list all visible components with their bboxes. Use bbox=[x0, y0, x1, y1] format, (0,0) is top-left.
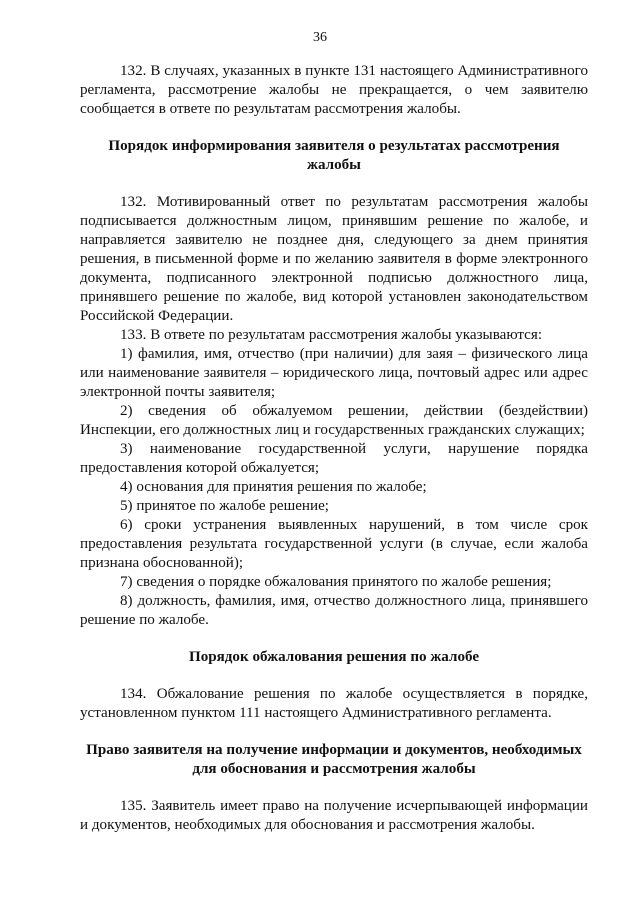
paragraph-132-response: 132. Мотивированный ответ по результатам рассмотрения жалобы подписывается должностным лицом, принявшим решение по жалобе, и направляется заявителю не позднее дня, следующего за днем принятия решения, в письменной форме и по желанию заявителя в форме электронного документа, подписанного электронной подписью должностного лица, принявшего решение по жалобе, вид которой установлен законодательством Российской Федерации. bbox=[80, 194, 588, 324]
list-item-133-1: 1) фамилия, имя, отчество (при наличии) для заяя – физического лица или наименование заявителя – юридического лица, почтовый адрес или адрес электронной почты заявителя; bbox=[80, 346, 588, 400]
list-item-133-6: 6) сроки устранения выявленных нарушений, в том числе срок предоставления результата государственной услуги (в случае, если жалоба признана обоснованной); bbox=[80, 517, 588, 571]
list-item-133-4: 4) основания для принятия решения по жалобе; bbox=[120, 479, 427, 495]
list-item-133-5: 5) принятое по жалобе решение; bbox=[120, 498, 329, 514]
paragraph-135: 135. Заявитель имеет право на получение исчерпывающей информации и документов, необходимых для обоснования и рассмотрения жалобы. bbox=[80, 798, 588, 833]
list-item-133-3: 3) наименование государственной услуги, нарушение порядка предоставления которой обжалуется; bbox=[80, 441, 588, 476]
paragraph-134: 134. Обжалование решения по жалобе осуществляется в порядке, установленном пунктом 111 настоящего Административного регламента. bbox=[80, 686, 588, 721]
list-item-133-2: 2) сведения об обжалуемом решении, действии (бездействии) Инспекции, его должностных лиц и государственных гражданских служащих; bbox=[80, 403, 588, 438]
list-item-133-8: 8) должность, фамилия, имя, отчество должностного лица, принявшего решение по жалобе. bbox=[80, 593, 588, 628]
list-item-133-7: 7) сведения о порядке обжалования принятого по жалобе решения; bbox=[120, 574, 552, 590]
page-body bbox=[80, 62, 588, 835]
section-heading-informing: Порядок информирования заявителя о результатах рассмотрения жалобы bbox=[108, 138, 560, 173]
paragraph-132-continuation: 132. В случаях, указанных в пункте 131 настоящего Административного регламента, рассмотрение жалобы не прекращается, о чем заявителю сообщается в ответе по результатам рассмотрения жалобы. bbox=[80, 63, 588, 117]
section-heading-right-to-information: Право заявителя на получение информации и документов, необходимых для обоснования и рассмотрения жалобы bbox=[86, 742, 582, 777]
section-heading-appeal: Порядок обжалования решения по жалобе bbox=[188, 649, 480, 665]
page-number: 36 bbox=[313, 30, 327, 45]
paragraph-133: 133. В ответе по результатам рассмотрения жалобы указываются: bbox=[120, 327, 543, 343]
